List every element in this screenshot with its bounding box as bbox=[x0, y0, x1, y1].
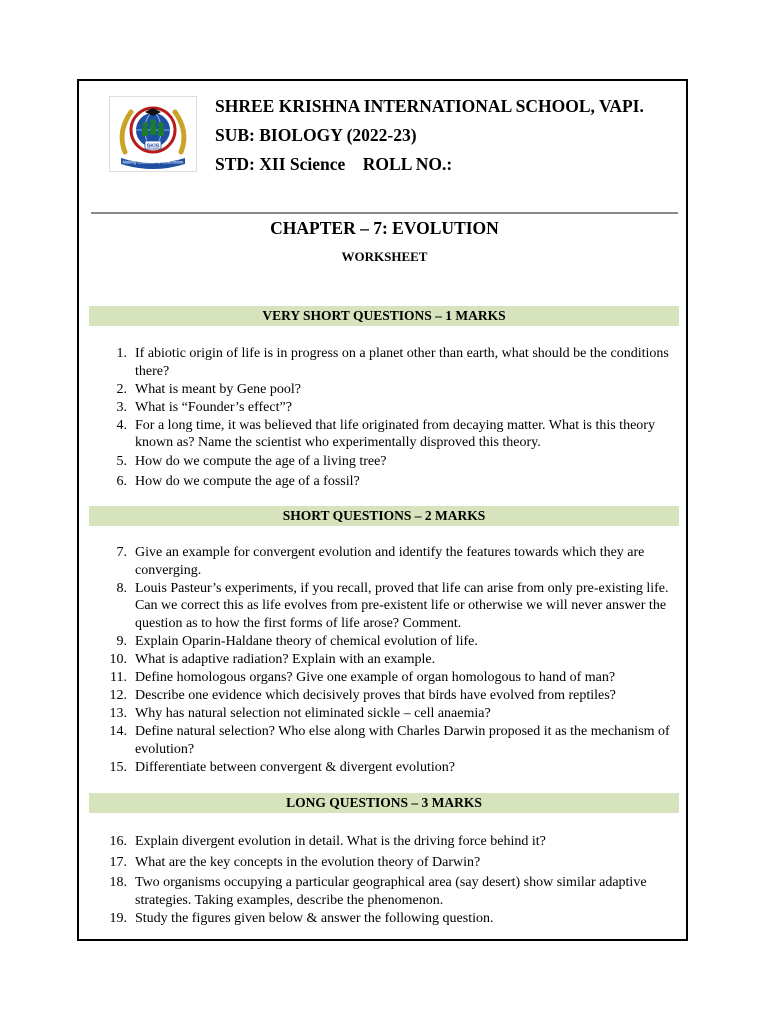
question-text: Why has natural selection not eliminated sickle – cell anaemia? bbox=[135, 706, 491, 722]
question-text: What is meant by Gene pool? bbox=[135, 381, 302, 397]
question-item bbox=[100, 473, 670, 491]
question-item bbox=[100, 345, 670, 380]
question-text: Differentiate between convergent & divergent evolution? bbox=[135, 760, 455, 776]
question-text: Define homologous organs? Give one example of organ homologous to hand of man? bbox=[135, 670, 616, 686]
question-number: 12. bbox=[109, 688, 127, 704]
question-item bbox=[100, 759, 670, 777]
question-text: Explain Oparin-Haldane theory of chemical evolution of life. bbox=[135, 633, 478, 649]
question-number: 7. bbox=[116, 545, 127, 560]
question-number: 4. bbox=[116, 417, 127, 433]
question-item bbox=[100, 544, 670, 579]
question-text: Study the figures given below & answer the following question. bbox=[135, 910, 494, 926]
question-item bbox=[100, 417, 670, 452]
school-logo bbox=[109, 96, 197, 172]
school-emblem-icon bbox=[109, 96, 197, 172]
question-number: 17. bbox=[109, 854, 127, 870]
question-text: How do we compute the age of a fossil? bbox=[135, 474, 360, 490]
question-number: 5. bbox=[116, 453, 127, 469]
question-number: 13. bbox=[109, 706, 127, 722]
question-text: What are the key concepts in the evolution theory of Darwin? bbox=[135, 854, 481, 870]
question-text: Define natural selection? Who else along with Charles Darwin proposed it as the mechanism of evolution? bbox=[135, 724, 670, 758]
chapter-title: CHAPTER – 7: EVOLUTION bbox=[270, 218, 499, 238]
question-number: 1. bbox=[116, 346, 127, 361]
question-number: 19. bbox=[109, 910, 127, 926]
question-text: Two organisms occupying a particular geographical area (say desert) show similar adaptive strategies. Taking examples, describe the phenomenon. bbox=[135, 875, 647, 908]
section-heading-very-short: VERY SHORT QUESTIONS – 1 MARKS bbox=[89, 306, 679, 326]
question-text: Describe one evidence which decisively proves that birds have evolved from reptiles? bbox=[135, 688, 616, 704]
question-item bbox=[100, 705, 670, 723]
worksheet-label: WORKSHEET bbox=[341, 249, 428, 264]
header-divider bbox=[91, 212, 678, 214]
question-text: For a long time, it was believed that life originated from decaying matter. What is this theory known as? Name the scientist who experimentally disproved this theory. bbox=[135, 417, 655, 451]
question-number: 15. bbox=[109, 760, 127, 776]
question-list-short bbox=[100, 544, 670, 777]
question-number: 2. bbox=[116, 381, 127, 397]
question-item bbox=[100, 910, 670, 928]
question-number: 18. bbox=[109, 875, 127, 891]
question-item bbox=[100, 833, 670, 851]
question-item bbox=[100, 723, 670, 758]
subject-line: SUB: BIOLOGY (2022-23) bbox=[215, 125, 417, 145]
school-name: SHREE KRISHNA INTERNATIONAL SCHOOL, VAPI. bbox=[215, 96, 644, 116]
question-text: Give an example for convergent evolution and identify the features towards which they are converging. bbox=[135, 545, 645, 578]
question-number: 3. bbox=[116, 399, 127, 415]
question-number: 8. bbox=[116, 580, 127, 596]
question-text: Louis Pasteur’s experiments, if you recall, proved that life can arise from only pre-existing life. Can we correct this as life evolves from pre-existent life or otherwise we will never answer the question as to how the first forms of life arose? Comment. bbox=[135, 580, 669, 631]
question-text: What is adaptive radiation? Explain with an example. bbox=[135, 652, 436, 668]
standard-roll-line: STD: XII Science ROLL NO.: bbox=[215, 154, 453, 174]
question-item bbox=[100, 687, 670, 705]
question-list-long bbox=[100, 833, 670, 928]
question-item bbox=[100, 633, 670, 651]
logo-tagline: Making Education a Celebration bbox=[122, 159, 184, 165]
question-number: 9. bbox=[116, 633, 127, 649]
question-number: 14. bbox=[109, 724, 127, 740]
question-item bbox=[100, 453, 670, 471]
section-heading-long: LONG QUESTIONS – 3 MARKS bbox=[89, 793, 679, 813]
question-item bbox=[100, 381, 670, 399]
section-heading-short: SHORT QUESTIONS – 2 MARKS bbox=[89, 506, 679, 526]
logo-badge-text: SKIS bbox=[146, 143, 160, 150]
question-text: What is “Founder’s effect”? bbox=[135, 399, 292, 415]
question-text: Explain divergent evolution in detail. What is the driving force behind it? bbox=[135, 834, 546, 849]
school-header bbox=[215, 92, 644, 179]
question-text: How do we compute the age of a living tree? bbox=[135, 453, 387, 469]
question-item bbox=[100, 651, 670, 669]
question-number: 10. bbox=[109, 652, 127, 668]
question-number: 16. bbox=[109, 834, 127, 849]
question-item bbox=[100, 874, 670, 909]
question-number: 11. bbox=[110, 670, 127, 686]
question-text: If abiotic origin of life is in progress on a planet other than earth, what should be the conditions there? bbox=[135, 346, 669, 379]
question-list-very-short bbox=[100, 345, 670, 491]
question-item bbox=[100, 669, 670, 687]
question-number: 6. bbox=[116, 474, 127, 490]
question-item bbox=[100, 580, 670, 633]
question-item bbox=[100, 399, 670, 417]
question-item bbox=[100, 854, 670, 872]
